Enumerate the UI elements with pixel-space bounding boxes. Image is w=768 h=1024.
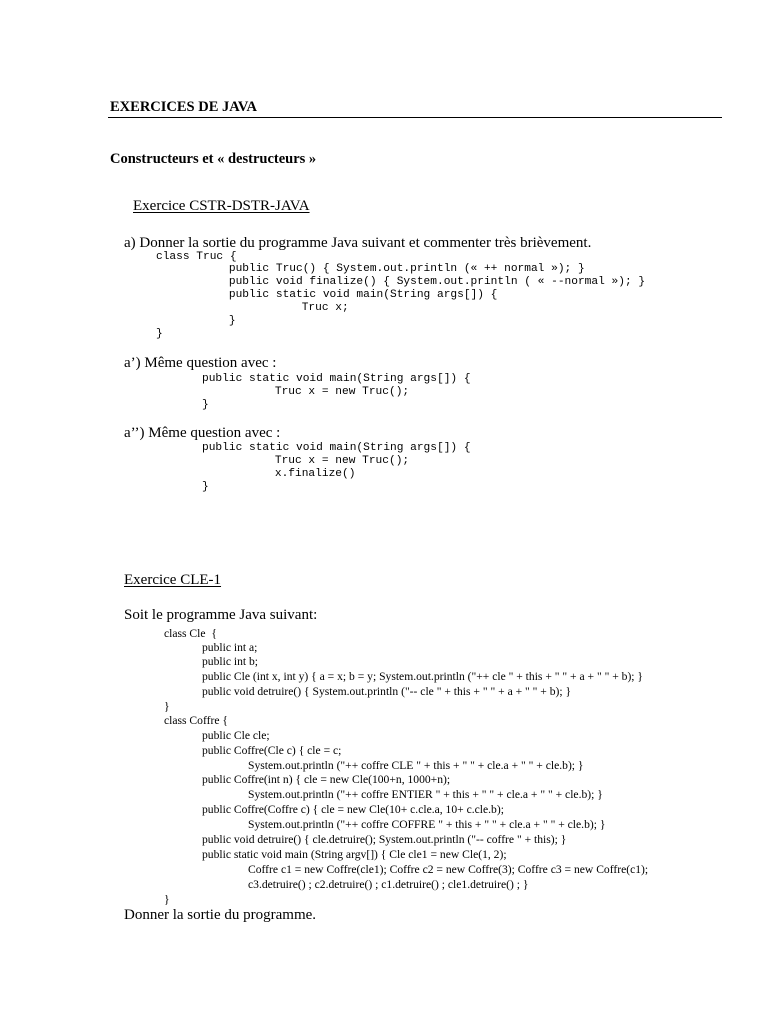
section-title: Constructeurs et « destructeurs » (110, 151, 317, 167)
exercise-intro: Soit le programme Java suivant: (124, 607, 318, 623)
code-line: public Cle (int x, int y) { a = x; b = y; System.out.println ("++ cle " + this + " " + a + " " + b); } (202, 670, 643, 683)
code-line: } (202, 481, 209, 493)
code-line: } (164, 893, 170, 906)
code-line: public Coffre(Cle c) { cle = c; (202, 744, 342, 757)
page-title: EXERCICES DE JAVA (110, 99, 257, 115)
code-line: } (156, 328, 163, 340)
code-line: Truc x = new Truc(); (248, 455, 410, 467)
code-line: class Truc { (156, 251, 237, 263)
code-line: System.out.println ("++ coffre ENTIER " + this + " " + cle.a + " " + cle.b); } (248, 788, 603, 801)
code-line: public Coffre(int n) { cle = new Cle(100+n, 1000+n); (202, 773, 451, 786)
question-a-prime: a’) Même question avec : (124, 355, 277, 371)
code-line: public int b; (202, 655, 259, 668)
exercise-heading: Exercice CSTR-DSTR-JAVA (133, 198, 310, 214)
code-line: class Coffre { (164, 714, 228, 727)
code-line: c3.detruire() ; c2.detruire() ; c1.detruire() ; cle1.detruire() ; } (248, 878, 529, 891)
code-line: System.out.println ("++ coffre CLE " + this + " " + cle.a + " " + cle.b); } (248, 759, 584, 772)
question-a-second: a’’) Même question avec : (124, 425, 281, 441)
exercise-closing: Donner la sortie du programme. (124, 907, 317, 923)
question-a: a) Donner la sortie du programme Java suivant et commenter très brièvement. (124, 235, 592, 251)
code-line: public Cle cle; (202, 729, 270, 742)
code-line: x.finalize() (248, 468, 356, 480)
code-line: Truc x = new Truc(); (248, 386, 410, 398)
code-line: public Truc() { System.out.println (« ++ normal »); } (202, 263, 585, 275)
code-line: Truc x; (248, 302, 349, 314)
code-line: public void detruire() { cle.detruire(); System.out.println ("-- coffre " + this); } (202, 833, 567, 846)
code-line: public void finalize() { System.out.println ( « --normal »); } (202, 276, 646, 288)
code-line: public void detruire() { System.out.println ("-- cle " + this + " " + a + " " + b); } (202, 685, 572, 698)
exercise-heading: Exercice CLE-1 (124, 572, 222, 588)
code-line: Coffre c1 = new Coffre(cle1); Coffre c2 = new Coffre(3); Coffre c3 = new Coffre(c1); (248, 863, 649, 876)
code-line: class Cle { (164, 627, 217, 640)
code-line: System.out.println ("++ coffre COFFRE " + this + " " + cle.a + " " + cle.b); } (248, 818, 606, 831)
code-line: } (164, 700, 170, 713)
code-line: public int a; (202, 641, 258, 654)
title-rule (108, 117, 722, 118)
code-line: public static void main(String args[]) { (202, 442, 471, 454)
code-line: public static void main(String args[]) { (202, 373, 471, 385)
code-line: } (202, 315, 236, 327)
code-line: public static void main (String argv[]) { Cle cle1 = new Cle(1, 2); (202, 848, 507, 861)
code-line: public Coffre(Coffre c) { cle = new Cle(10+ c.cle.a, 10+ c.cle.b); (202, 803, 504, 816)
code-line: public static void main(String args[]) { (202, 289, 498, 301)
code-line: } (202, 399, 209, 411)
